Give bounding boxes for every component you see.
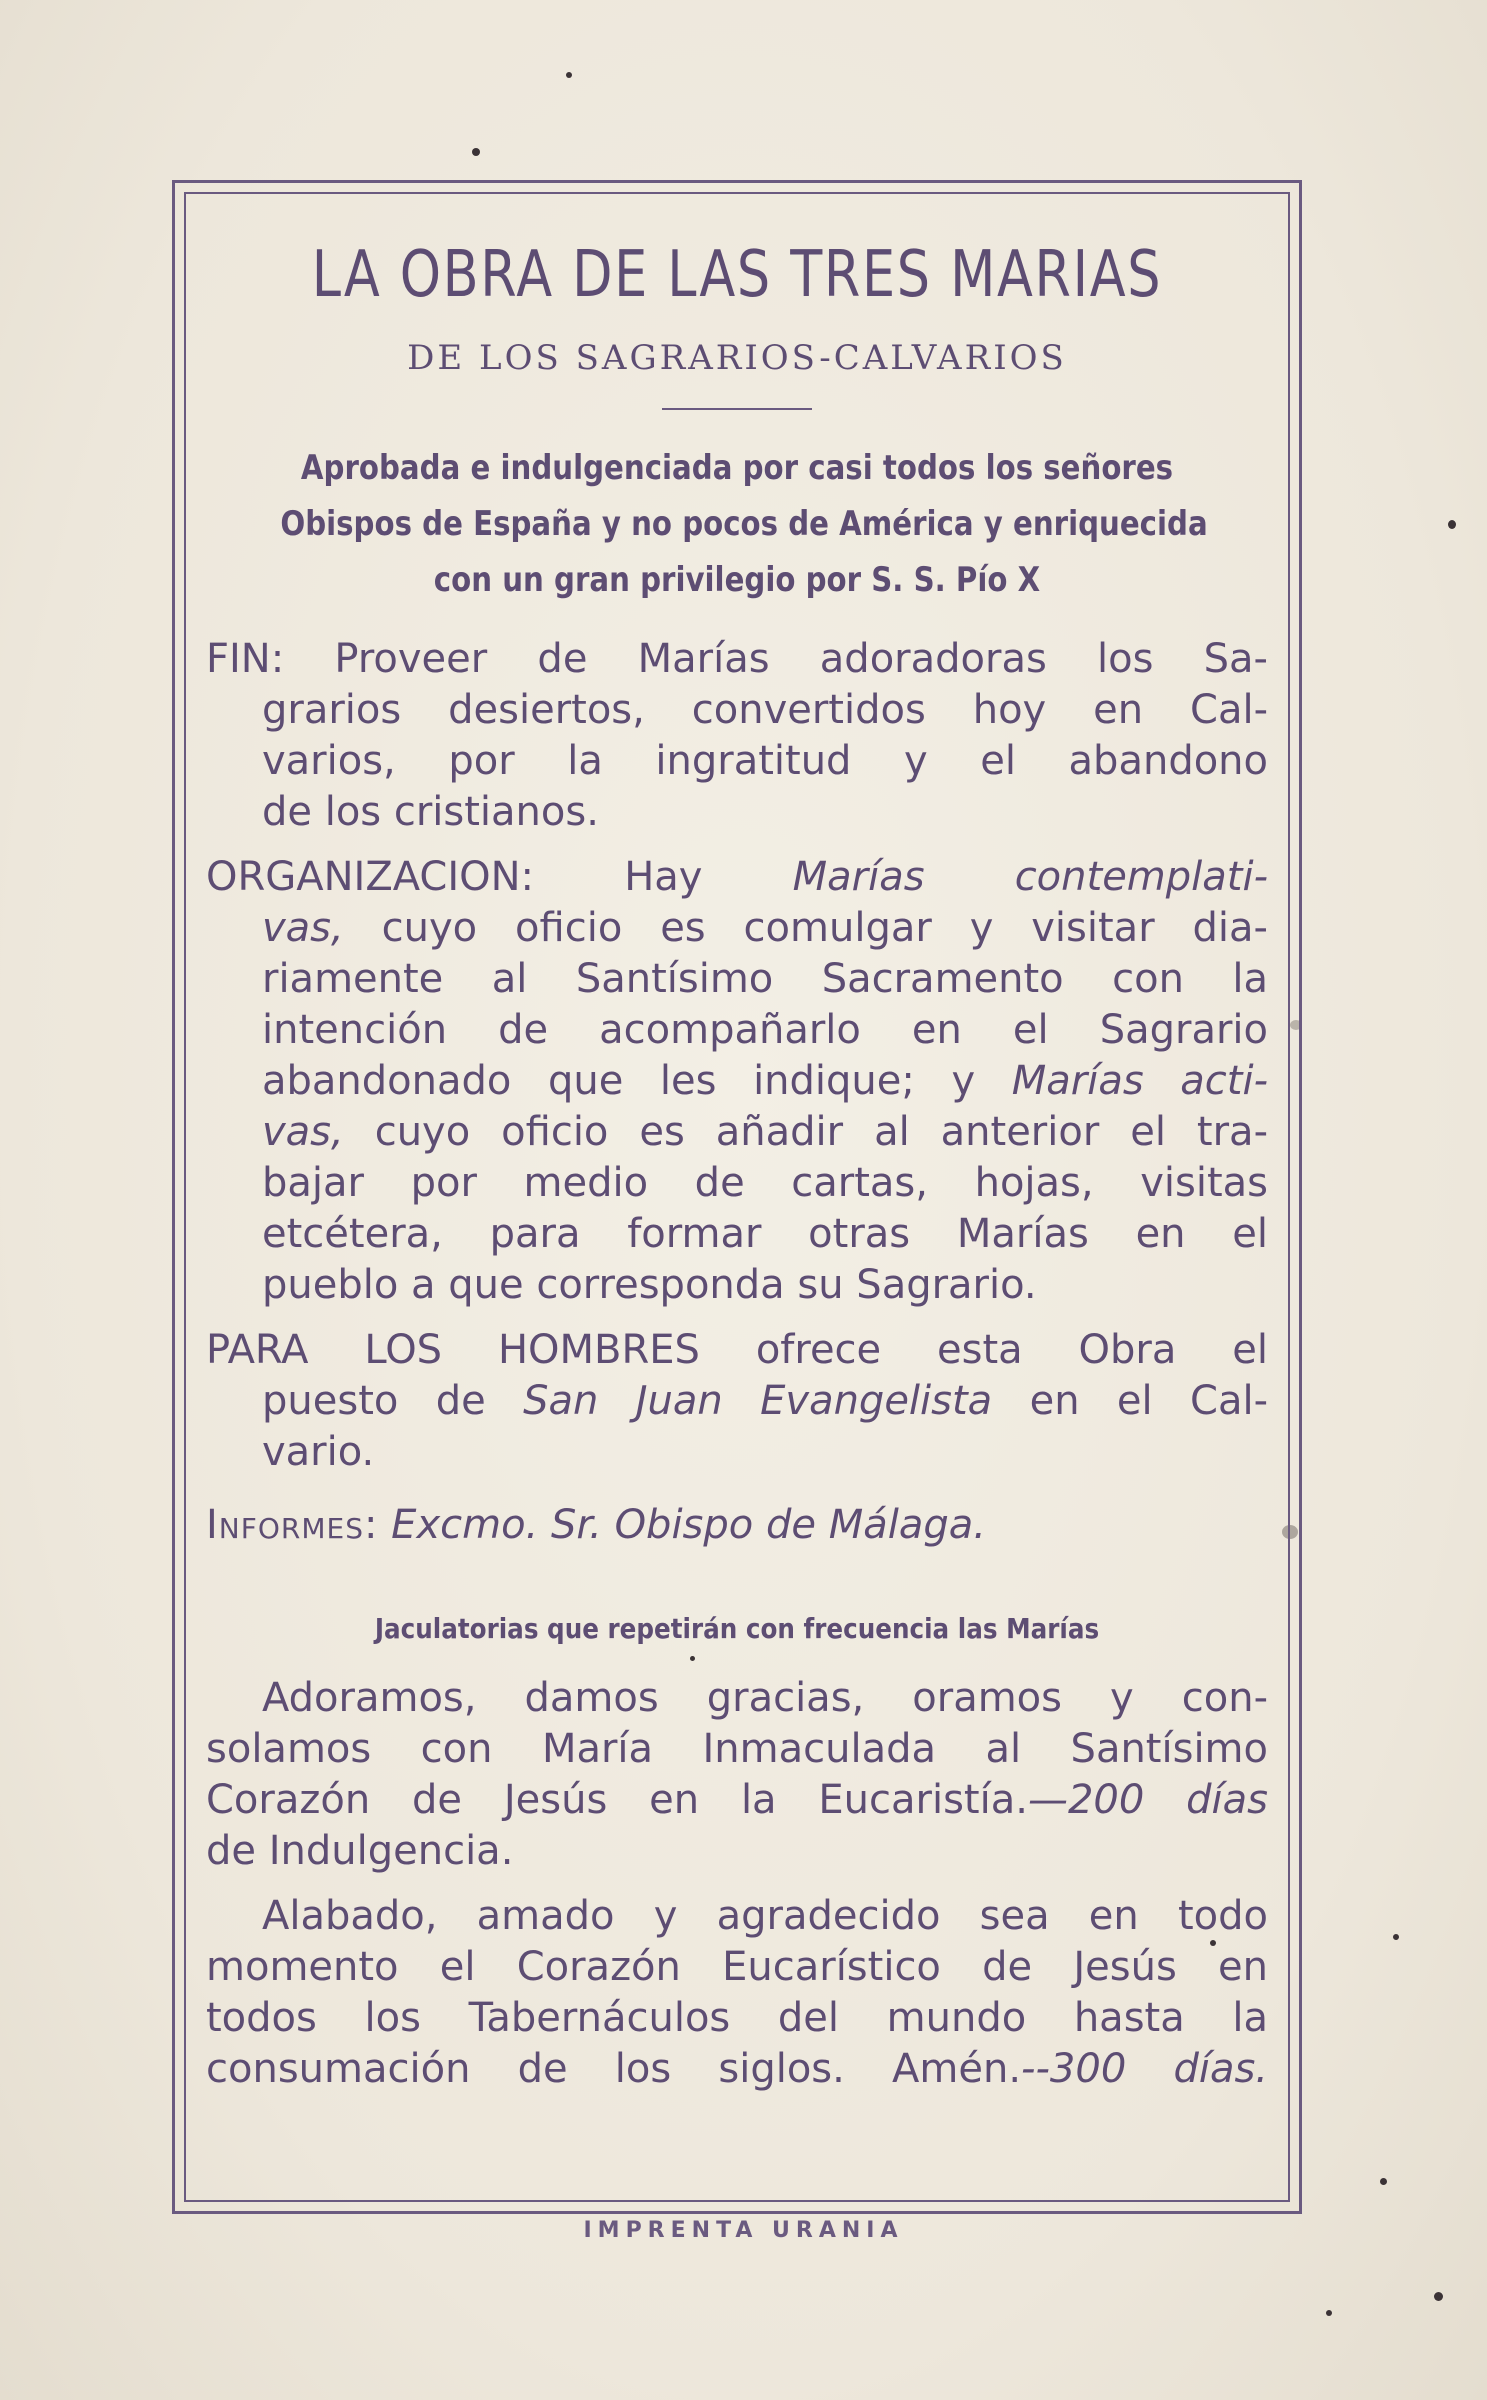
prayer-line: de Indulgencia. xyxy=(206,1828,514,1874)
approval-statement xyxy=(280,440,1208,608)
prayer-paragraph: Alabado, amado y agradecido sea en todo momento el Corazón Eucarístico de Jesús en todos los Tabernáculos del mundo hasta la consumación de los siglos. Amén.--300 días. xyxy=(206,1893,1269,2092)
organizacion-line: etcétera, para formar otras Marías en el xyxy=(262,1211,1268,1257)
prayer-line: todos los Tabernáculos del mundo hasta la xyxy=(206,1995,1268,2041)
card-subtitle: DE LOS SAGRARIOS-CALVARIOS xyxy=(407,338,1067,378)
paper-speck xyxy=(1448,520,1456,529)
organizacion-line: bajar por medio de cartas, hojas, visitas xyxy=(262,1160,1268,1206)
paper-speck xyxy=(566,72,572,78)
prayer-line: Adoramos, damos gracias, oramos y con- xyxy=(262,1675,1268,1721)
informes-line xyxy=(206,1502,1268,1548)
title-divider xyxy=(662,408,812,410)
prayer-paragraph: Adoramos, damos gracias, oramos y con- solamos con María Inmaculada al Santísimo Corazón de Jesús en la Eucaristía.—200 días de Indulgencia. xyxy=(206,1673,1268,1877)
paper-speck xyxy=(1434,2292,1443,2301)
organizacion-label: ORGANIZACION: xyxy=(206,854,535,900)
paper-speck xyxy=(1393,1934,1399,1940)
approval-line: Aprobada e indulgenciada por casi todos los señores xyxy=(300,448,1174,488)
fin-paragraph xyxy=(206,634,1268,838)
paper-speck xyxy=(1326,2310,1332,2316)
prayers xyxy=(206,1673,1268,2095)
hombres-line: vario. xyxy=(262,1429,375,1475)
informes-value: Excmo. Sr. Obispo de Málaga. xyxy=(391,1502,986,1548)
card-content xyxy=(206,220,1268,2109)
paper-speck xyxy=(1380,2178,1387,2185)
body-text xyxy=(206,634,1268,1478)
prayer-line: solamos con María Inmaculada al Santísimo xyxy=(206,1726,1268,1772)
fin-line: varios, por la ingratitud y el abandono xyxy=(262,738,1268,784)
organizacion-line: riamente al Santísimo Sacramento con la xyxy=(262,956,1268,1002)
jaculatorias-title: Jaculatorias que repetirán con frecuencia las Marías xyxy=(374,1612,1100,1645)
prayer-line: momento el Corazón Eucarístico de Jesús en xyxy=(206,1944,1268,1990)
hombres-paragraph: PARA LOS HOMBRES ofrece esta Obra el puesto de San Juan Evangelista en el Cal- vario. xyxy=(206,1325,1268,1478)
paper-speck xyxy=(472,148,480,156)
fin-label: FIN: xyxy=(206,636,285,682)
approval-line: con un gran privilegio por S. S. Pío X xyxy=(433,560,1041,600)
organizacion-line: intención de acompañarlo en el Sagrario xyxy=(262,1007,1268,1053)
prayer-line: Alabado, amado y agradecido sea en todo xyxy=(262,1893,1268,1939)
printer-imprint: IMPRENTA URANIA xyxy=(583,2218,904,2243)
fin-line: de los cristianos. xyxy=(262,789,599,835)
organizacion-line: pueblo a que corresponda su Sagrario. xyxy=(262,1262,1037,1308)
card-title: LA OBRA DE LAS TRES MARIAS xyxy=(311,238,1163,312)
informes-label: Informes: xyxy=(206,1502,379,1548)
fin-line: Proveer de Marías adoradoras los Sa- xyxy=(334,636,1268,682)
organizacion-paragraph: ORGANIZACION: Hay Marías contemplati- vas, cuyo oficio es comulgar y visitar dia- riamente al Santísimo Sacramento con la intención de acompañarlo en el Sagrario abandonado que les indique; y Marías acti- vas, cuyo oficio es añadir al anterior el tra- bajar por medio de cartas, hojas, visitas etcétera, para formar otras Marías en el pueblo a que corresponda su Sagrario. xyxy=(206,852,1268,1311)
hombres-label: PARA LOS HOMBRES xyxy=(206,1327,700,1373)
approval-line: Obispos de España y no pocos de América y enriquecida xyxy=(280,504,1208,544)
fin-line: grarios desiertos, convertidos hoy en Cal- xyxy=(262,687,1268,733)
